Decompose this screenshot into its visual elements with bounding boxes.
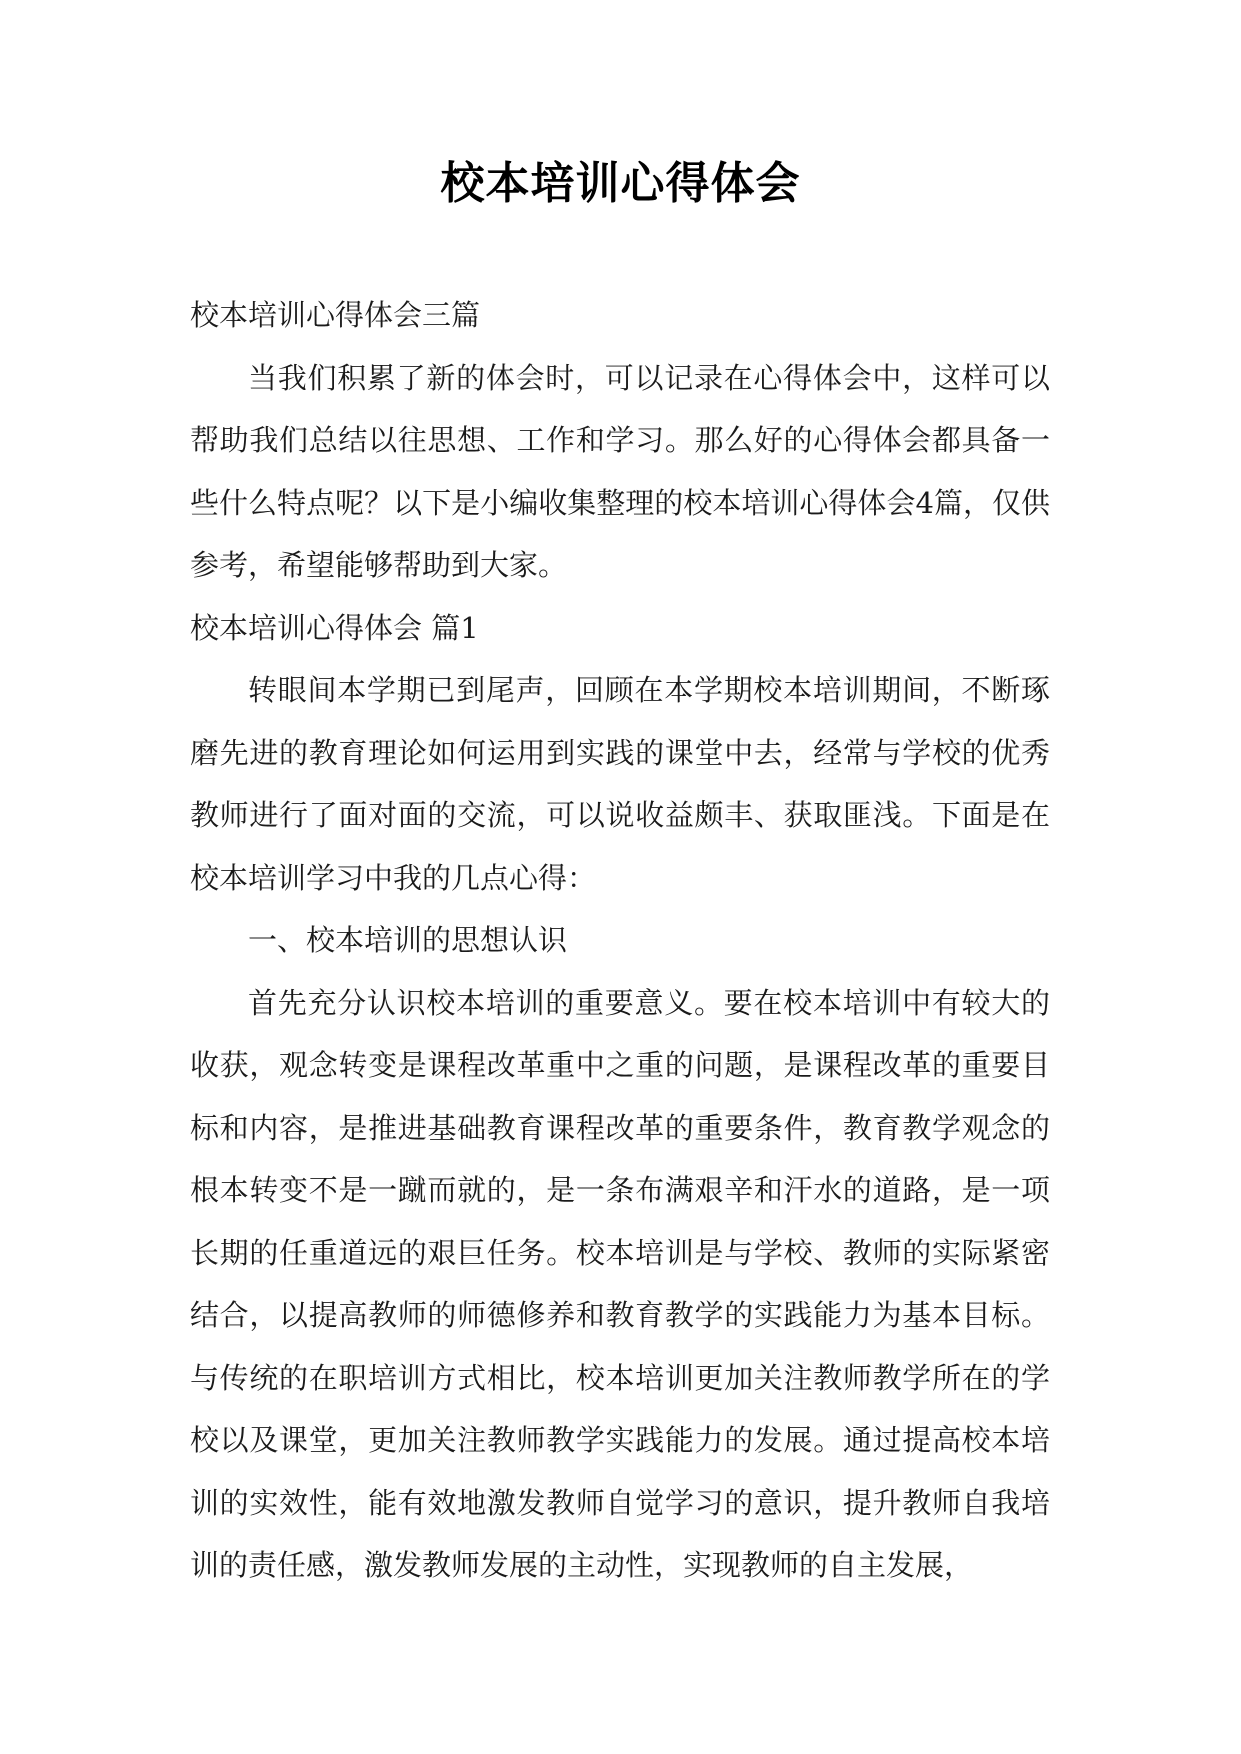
document-subtitle: 校本培训心得体会三篇 xyxy=(190,298,481,332)
section-heading: 校本培训心得体会 篇1 xyxy=(190,610,479,645)
document-body xyxy=(190,284,1050,1597)
document-title: 校本培训心得体会 xyxy=(440,158,801,209)
intro-paragraph: 当我们积累了新的体会时，可以记录在心得体会中，这样可以帮助我们总结以往思想、工作和学习。那么好的心得体会都具备一些什么特点呢？以下是小编收集整理的校本培训心得体会4篇，仅供参考，希望能够帮助到大家。 xyxy=(190,360,1050,582)
body-paragraph-1: 转眼间本学期已到尾声，回顾在本学期校本培训期间，不断琢磨先进的教育理论如何运用到实践的课堂中去，经常与学校的优秀教师进行了面对面的交流，可以说收益颇丰、获取匪浅。下面是在校本培训学习中我的几点心得： xyxy=(190,673,1050,895)
point-heading: 一、校本培训的思想认识 xyxy=(248,923,568,957)
body-paragraph-2: 首先充分认识校本培训的重要意义。要在校本培训中有较大的收获，观念转变是课程改革重中之重的问题，是课程改革的重要目标和内容，是推进基础教育课程改革的重要条件，教育教学观念的根本转变不是一蹴而就的，是一条布满艰辛和汗水的道路，是一项长期的任重道远的艰巨任务。校本培训是与学校、教师的实际紧密结合，以提高教师的师德修养和教育教学的实践能力为基本目标。与传统的在职培训方式相比，校本培训更加关注教师教学所在的学校以及课堂，更加关注教师教学实践能力的发展。通过提高校本培训的实效性，能有效地激发教师自觉学习的意识，提升教师自我培训的责任感，激发教师发展的主动性，实现教师的自主发展， xyxy=(190,985,1050,1582)
